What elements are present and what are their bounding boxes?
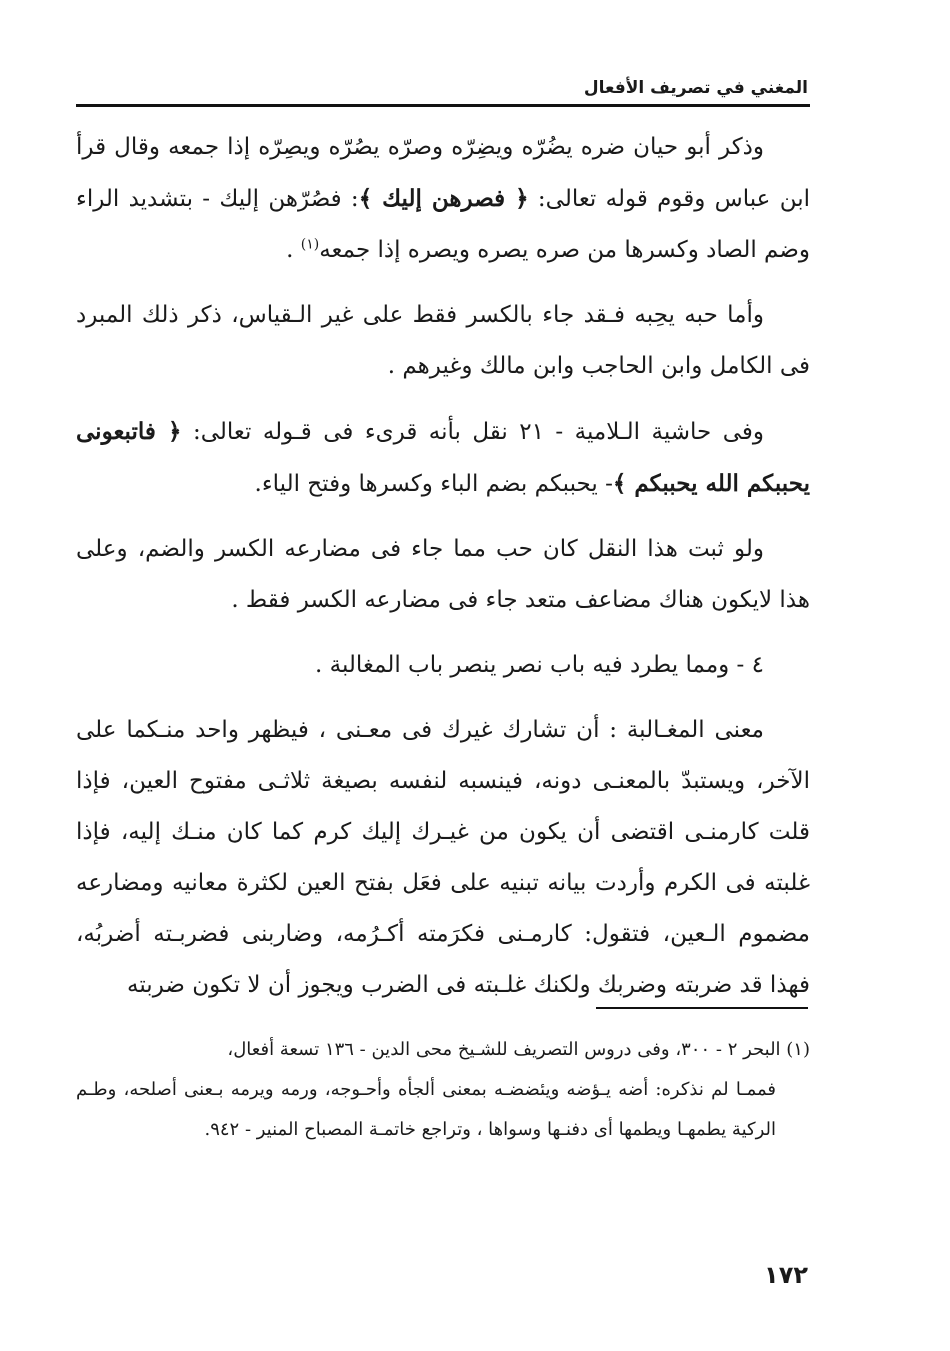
quran-quote-1: ﴿ فصرهن إليك ﴾ (358, 185, 529, 212)
footnote-rule (596, 1007, 808, 1009)
footnote-line-1: (١) البحر ٢ - ٣٠٠، وفى دروس التصريف للشـيخ محى الدين - ١٣٦ تسعة أفعال، (227, 1039, 810, 1060)
paragraph-3-text-a: وفى حاشية الـلامية - ٢١ نقل بأنه قرىء فى قـوله تعالى: (181, 419, 764, 445)
paragraph-1-text-b: : فصُرّهن إليك - بتشديد الراء وضم الصاد وكسرها من صره يصره ويصره إذا جمعه (76, 186, 810, 263)
paragraph-3-text-b: - يحببكم بضم الباء وكسرها وفتح الياء. (254, 471, 613, 497)
quran-quote-2: ﴿ فاتبعونى يحببكم الله يحببكم ﴾ (76, 418, 810, 497)
paragraph-4: ولو ثبت هذا النقل كان حب مما جاء فى مضارعه الكسر والضم، وعلى هذا لايكون هناك مضاعف متعد جاء فى مضارعه الكسر فقط . (76, 536, 810, 613)
footnote-continuation: فممـا لم نذكره: أضه يـؤضه ويئضضـه بمعنى ألجأه وأحـوجه، ورمه ويرمه بـعنى أصلحه، وطـم الركية يطمهـا ويطمها أى دفنـها وسواها ، وتراجع خاتمـة المصباح المنير - ٩٤٢. (76, 1079, 776, 1140)
paragraph-2: وأما حبه يحِبه فـقد جاء بالكسر فقط على غير الـقياس، ذكر ذلك المبرد فى الكامل وابن الحاجب وابن مالك وغيرهم . (76, 302, 810, 379)
paragraph-3 (76, 406, 810, 510)
header-rule (76, 104, 810, 107)
paragraph-6: معنى المغـالبة : أن تشارك غيرك فى معـنى ، فيظهر واحد منـكما على الآخر، ويستبدّ بالمعنـى دونه، فينسبه لنفسه بصيغة ثلاثـى مفتوح العين، فإذا قلت كارمنـى اقتضى أن يكون من غيـرك إليك كرم كما كان منـك إليه، فإذا غلبته فى الكرم وأردت بيانه تبنيه على فعَل بفتح العين لكثرة معانيه ومضارعه مضموم الـعين، فتقول: كارمـنى فكرَمته أكـرُمه، وضاربنى فضربـته أضربُه، فهذا قد ضربته وضربك ولكنك غلـبته فى الضرب ويجوز أن لا تكون ضربته (76, 717, 810, 998)
running-header: المغني في تصريف الأفعال (583, 78, 808, 98)
footnote-reference: (١) (300, 236, 320, 253)
paragraph-5: ٤ - ومما يطرد فيه باب نصر ينصر باب المغالبة . (315, 652, 764, 678)
footnote (76, 1030, 810, 1150)
paragraph-1-text-a: وذكر أبو حيان ضره يضُرّه ويضِرّه وصرّه يصُرّه ويصِرّه إذا جمعه وقال قرأ ابن عباس وقوم قوله تعالى: (76, 134, 810, 212)
paragraph-1-end: . (286, 237, 301, 263)
page-number: ١٧٢ (764, 1261, 808, 1289)
paragraph-1 (76, 122, 810, 276)
main-text (76, 122, 810, 1025)
